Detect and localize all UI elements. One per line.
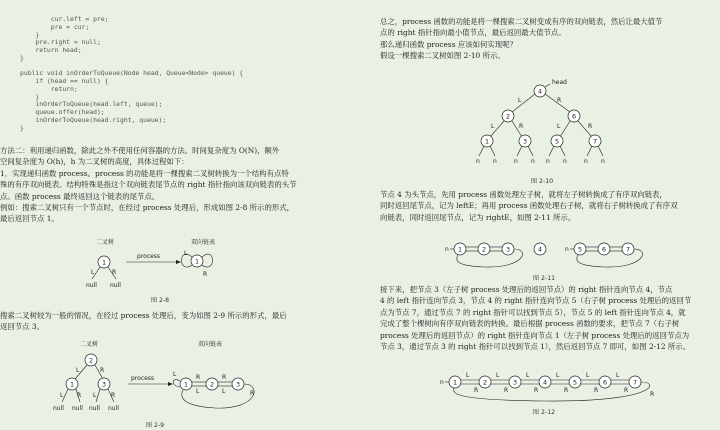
code-line: queue.offer(head); bbox=[20, 108, 105, 116]
paragraph-connect-nodes bbox=[380, 284, 691, 352]
node-label: 3 bbox=[505, 245, 511, 254]
edge-label: R bbox=[594, 387, 599, 394]
edge-label: L bbox=[557, 123, 561, 130]
arrow-head bbox=[176, 260, 181, 264]
null-label: n bbox=[546, 158, 550, 165]
null-label: n bbox=[565, 246, 569, 253]
edge-label: L bbox=[526, 372, 530, 379]
node-label: 5 bbox=[554, 137, 560, 146]
text-line: 点的 right 指针指向最小值节点，最后返回最大值节点。 bbox=[380, 28, 566, 38]
process-label: process bbox=[131, 375, 155, 382]
edge-label: L bbox=[76, 367, 80, 374]
paragraph-summary bbox=[380, 16, 662, 62]
text-line: 例如：搜索二叉树只有一个节点时，在经过 process 处理后，形成如图 2-8 所示的形式， bbox=[0, 203, 295, 213]
tree-label: 二叉树 bbox=[80, 341, 99, 348]
text-line: 点。函数 process 最终返回这个链表的尾节点。 bbox=[0, 191, 160, 201]
text-line: 向链表，同时返回尾节点，记为 rightE，如图 2-11 所示。 bbox=[380, 212, 576, 222]
text-line: 最后返回节点 1。 bbox=[0, 214, 59, 224]
edge-label: R bbox=[519, 123, 524, 130]
node-label: 3 bbox=[101, 380, 107, 389]
head-label: head bbox=[552, 79, 567, 86]
node-label: 2 bbox=[209, 380, 215, 389]
text-line: 接下来，把节点 3（左子树 process 处理后的返回节点）的 right 指针连向节点 4，节点 bbox=[380, 285, 673, 294]
edge bbox=[512, 94, 535, 112]
edge-label: L bbox=[518, 97, 522, 104]
edge-label: L bbox=[496, 372, 500, 379]
null-label: n bbox=[563, 158, 567, 165]
self-loop-left bbox=[173, 380, 180, 387]
null-label: n bbox=[445, 246, 449, 253]
code-line: pre = cur; bbox=[20, 22, 90, 31]
edge-label: R bbox=[588, 123, 593, 130]
null-label: null bbox=[110, 282, 121, 289]
paragraph-general-case bbox=[0, 310, 287, 333]
edge bbox=[479, 146, 484, 156]
edge-label: R bbox=[111, 392, 116, 399]
figure-2-11 bbox=[360, 234, 720, 274]
head-pointer bbox=[545, 84, 550, 87]
node-label: 4 bbox=[537, 87, 543, 96]
null-label: null bbox=[89, 405, 100, 412]
text-line: 方法二：利用递归函数，除此之外不使用任何容器的方法。时间复杂度为 O(N)，额外 bbox=[0, 146, 280, 155]
figure-caption: 图 2-10 bbox=[530, 178, 554, 185]
text-line: 空间复杂度为 O(h)，h 为二叉树的高度，具体过程如下： bbox=[0, 157, 189, 167]
arrow-head bbox=[168, 382, 173, 386]
tree-label: 二叉树 bbox=[96, 239, 115, 246]
edge-label: L bbox=[616, 372, 620, 379]
edge-label: L bbox=[466, 372, 470, 379]
null-label: n bbox=[476, 158, 480, 165]
edge-label: R bbox=[557, 97, 562, 104]
null-label: null bbox=[53, 405, 64, 412]
node-label: 2 bbox=[481, 245, 487, 254]
list-label: 双向链表 bbox=[198, 341, 223, 348]
node-label: 5 bbox=[577, 245, 583, 254]
code-line: public void inOrderToQueue(Node head, Queue<Node> queue) { bbox=[20, 69, 244, 78]
edge-label: R bbox=[534, 387, 539, 394]
process-label: process bbox=[137, 253, 161, 260]
edge-label: L bbox=[491, 123, 495, 130]
node-label: 2 bbox=[482, 378, 488, 387]
edge bbox=[517, 146, 522, 156]
node-label: 7 bbox=[625, 245, 631, 254]
figure-caption: 图 2-11 bbox=[532, 275, 556, 282]
code-line: cur.left = pre; bbox=[20, 15, 109, 23]
figure-caption: 图 2-8 bbox=[150, 297, 170, 304]
code-line: } bbox=[20, 92, 40, 101]
edge bbox=[560, 146, 565, 156]
text-line: 节点 4 为头节点，先用 process 函数处理左子树，就将左子树转换成了有序双向链表， bbox=[380, 190, 667, 199]
text-line: 完成了整个棵树向有序双向链表的转换。最后根据 process 函数的要求，把节点 7（右子树 bbox=[380, 319, 680, 329]
edge-label: R bbox=[250, 390, 255, 397]
node-label: 5 bbox=[572, 378, 578, 387]
code-line: pre.right = null; bbox=[20, 38, 101, 47]
text-line: 1．实现递归函数 process。process 的功能是将一棵搜索二叉树转换为一个结构有点特 bbox=[0, 168, 289, 178]
code-line: return; bbox=[20, 84, 78, 93]
edge-label: R bbox=[112, 269, 117, 276]
right-page bbox=[360, 0, 720, 429]
wrap-link bbox=[182, 384, 254, 408]
edge-label: L bbox=[556, 372, 560, 379]
edge-label: L bbox=[184, 250, 188, 257]
null-label: n bbox=[440, 379, 444, 386]
null-label: null bbox=[108, 405, 119, 412]
node-label: 3 bbox=[522, 137, 528, 146]
null-label: null bbox=[86, 282, 97, 289]
figure-caption: 图 2-9 bbox=[145, 422, 165, 429]
figure-caption: 图 2-12 bbox=[532, 409, 556, 416]
code-line: } bbox=[20, 123, 24, 132]
edge-label: R bbox=[474, 387, 479, 394]
figure-2-10 bbox=[360, 72, 720, 182]
code-line: return head; bbox=[20, 46, 82, 54]
null-label: n bbox=[584, 158, 588, 165]
edge bbox=[528, 146, 533, 156]
node-label: 1 bbox=[69, 380, 75, 389]
text-line: 假设一棵搜索二叉树如图 2-10 所示。 bbox=[380, 51, 505, 61]
node-label: 1 bbox=[183, 380, 189, 389]
edge bbox=[549, 146, 554, 156]
edge-label: L bbox=[93, 392, 97, 399]
edge bbox=[560, 121, 570, 137]
node-label: 2 bbox=[505, 112, 511, 121]
node-label: 6 bbox=[602, 378, 608, 387]
null-label: null bbox=[72, 405, 83, 412]
text-line: 同时返回尾节点，记为 leftE；再用 process 函数处理右子树，就将右子树转换成了有序双 bbox=[380, 201, 678, 211]
node-label: 7 bbox=[592, 137, 598, 146]
paragraph-process-subtrees bbox=[380, 189, 678, 223]
edge bbox=[587, 146, 592, 156]
list-label: 双向链表 bbox=[191, 239, 216, 246]
text-line: process 处理后的返回节点）的 right 指针连向节点 1（左子树 process 处理后的返回节点为 bbox=[380, 330, 690, 340]
node-label: 6 bbox=[571, 112, 577, 121]
edge-label: L bbox=[60, 392, 64, 399]
edge-label: R bbox=[564, 387, 569, 394]
edge-label: R bbox=[222, 374, 227, 381]
left-page bbox=[0, 0, 360, 429]
edge-label: L bbox=[173, 371, 177, 378]
edge bbox=[96, 389, 100, 402]
code-line: } bbox=[20, 53, 24, 62]
edge-label: R bbox=[196, 374, 201, 381]
code-line: inOrderToQueue(head.left, queue); bbox=[20, 100, 163, 109]
null-label: n bbox=[493, 158, 497, 165]
edge-label: L bbox=[91, 269, 95, 276]
node-label: 1 bbox=[457, 245, 463, 254]
edge bbox=[490, 146, 495, 156]
node-label: 1 bbox=[101, 258, 107, 267]
figure-2-12 bbox=[360, 368, 720, 408]
node-label: 7 bbox=[632, 378, 638, 387]
node-label: 1 bbox=[452, 378, 458, 387]
text-line: 总之，process 函数的功能是将一棵搜索二叉树变成有序的双向链表，然后让最大值节 bbox=[380, 17, 663, 26]
edge-label: R bbox=[203, 271, 208, 278]
self-loop-right bbox=[202, 254, 213, 267]
text-line: 节点 3，通过节点 3 的 right 指针可以找到节点 1），然后返回节点 7 即可，如图 2-12 所示。 bbox=[380, 342, 691, 352]
paragraph-method-two bbox=[0, 145, 297, 225]
figure-2-8 bbox=[0, 235, 360, 305]
node-label: 3 bbox=[512, 378, 518, 387]
null-label: n bbox=[514, 158, 518, 165]
node-label: 4 bbox=[537, 245, 543, 254]
code-block bbox=[20, 16, 243, 132]
edge-label: L bbox=[222, 388, 226, 395]
edge bbox=[598, 146, 603, 156]
text-line: 那么递归函数 process 应该如何实现呢？ bbox=[380, 39, 517, 49]
node-label: 4 bbox=[542, 378, 548, 387]
node-label: 1 bbox=[484, 137, 490, 146]
code-line: if (head == null) { bbox=[20, 77, 109, 85]
node-label: 3 bbox=[235, 380, 241, 389]
null-label: n bbox=[531, 158, 535, 165]
text-line: 4 的 left 指针连向节点 3，节点 4 的 right 指针连向节点 5（右子树 process 处理后的返回节 bbox=[380, 296, 692, 306]
edge-label: R bbox=[624, 387, 629, 394]
node-label: 6 bbox=[601, 245, 607, 254]
null-label: n bbox=[601, 158, 605, 165]
text-line: 搜索二叉树较为一般的情况，在经过 process 处理后，变为如图 2-9 所示的形式，最后 bbox=[0, 311, 287, 320]
text-line: 返回节点 3。 bbox=[0, 322, 45, 332]
text-line: 点为节点 7，通过节点 7 的 right 指针可以找到节点 5），节点 5 的 left 指针连向节点 4，就 bbox=[380, 307, 686, 317]
node-label: 1 bbox=[194, 257, 200, 266]
edge-label: L bbox=[586, 372, 590, 379]
code-line: } bbox=[20, 30, 40, 39]
edge-label: L bbox=[196, 388, 200, 395]
edge-label: R bbox=[650, 391, 655, 398]
figure-2-9 bbox=[0, 340, 360, 430]
edge-label: R bbox=[77, 392, 82, 399]
code-line: inOrderToQueue(head.right, queue); bbox=[20, 115, 167, 124]
edge-label: R bbox=[100, 367, 105, 374]
node-label: 2 bbox=[88, 356, 94, 365]
edge-label: R bbox=[504, 387, 509, 394]
text-line: 殊的有序双向链表。结构特殊是指这个双向链表尾节点的 right 指针指向该双向链表的头节 bbox=[0, 180, 297, 190]
